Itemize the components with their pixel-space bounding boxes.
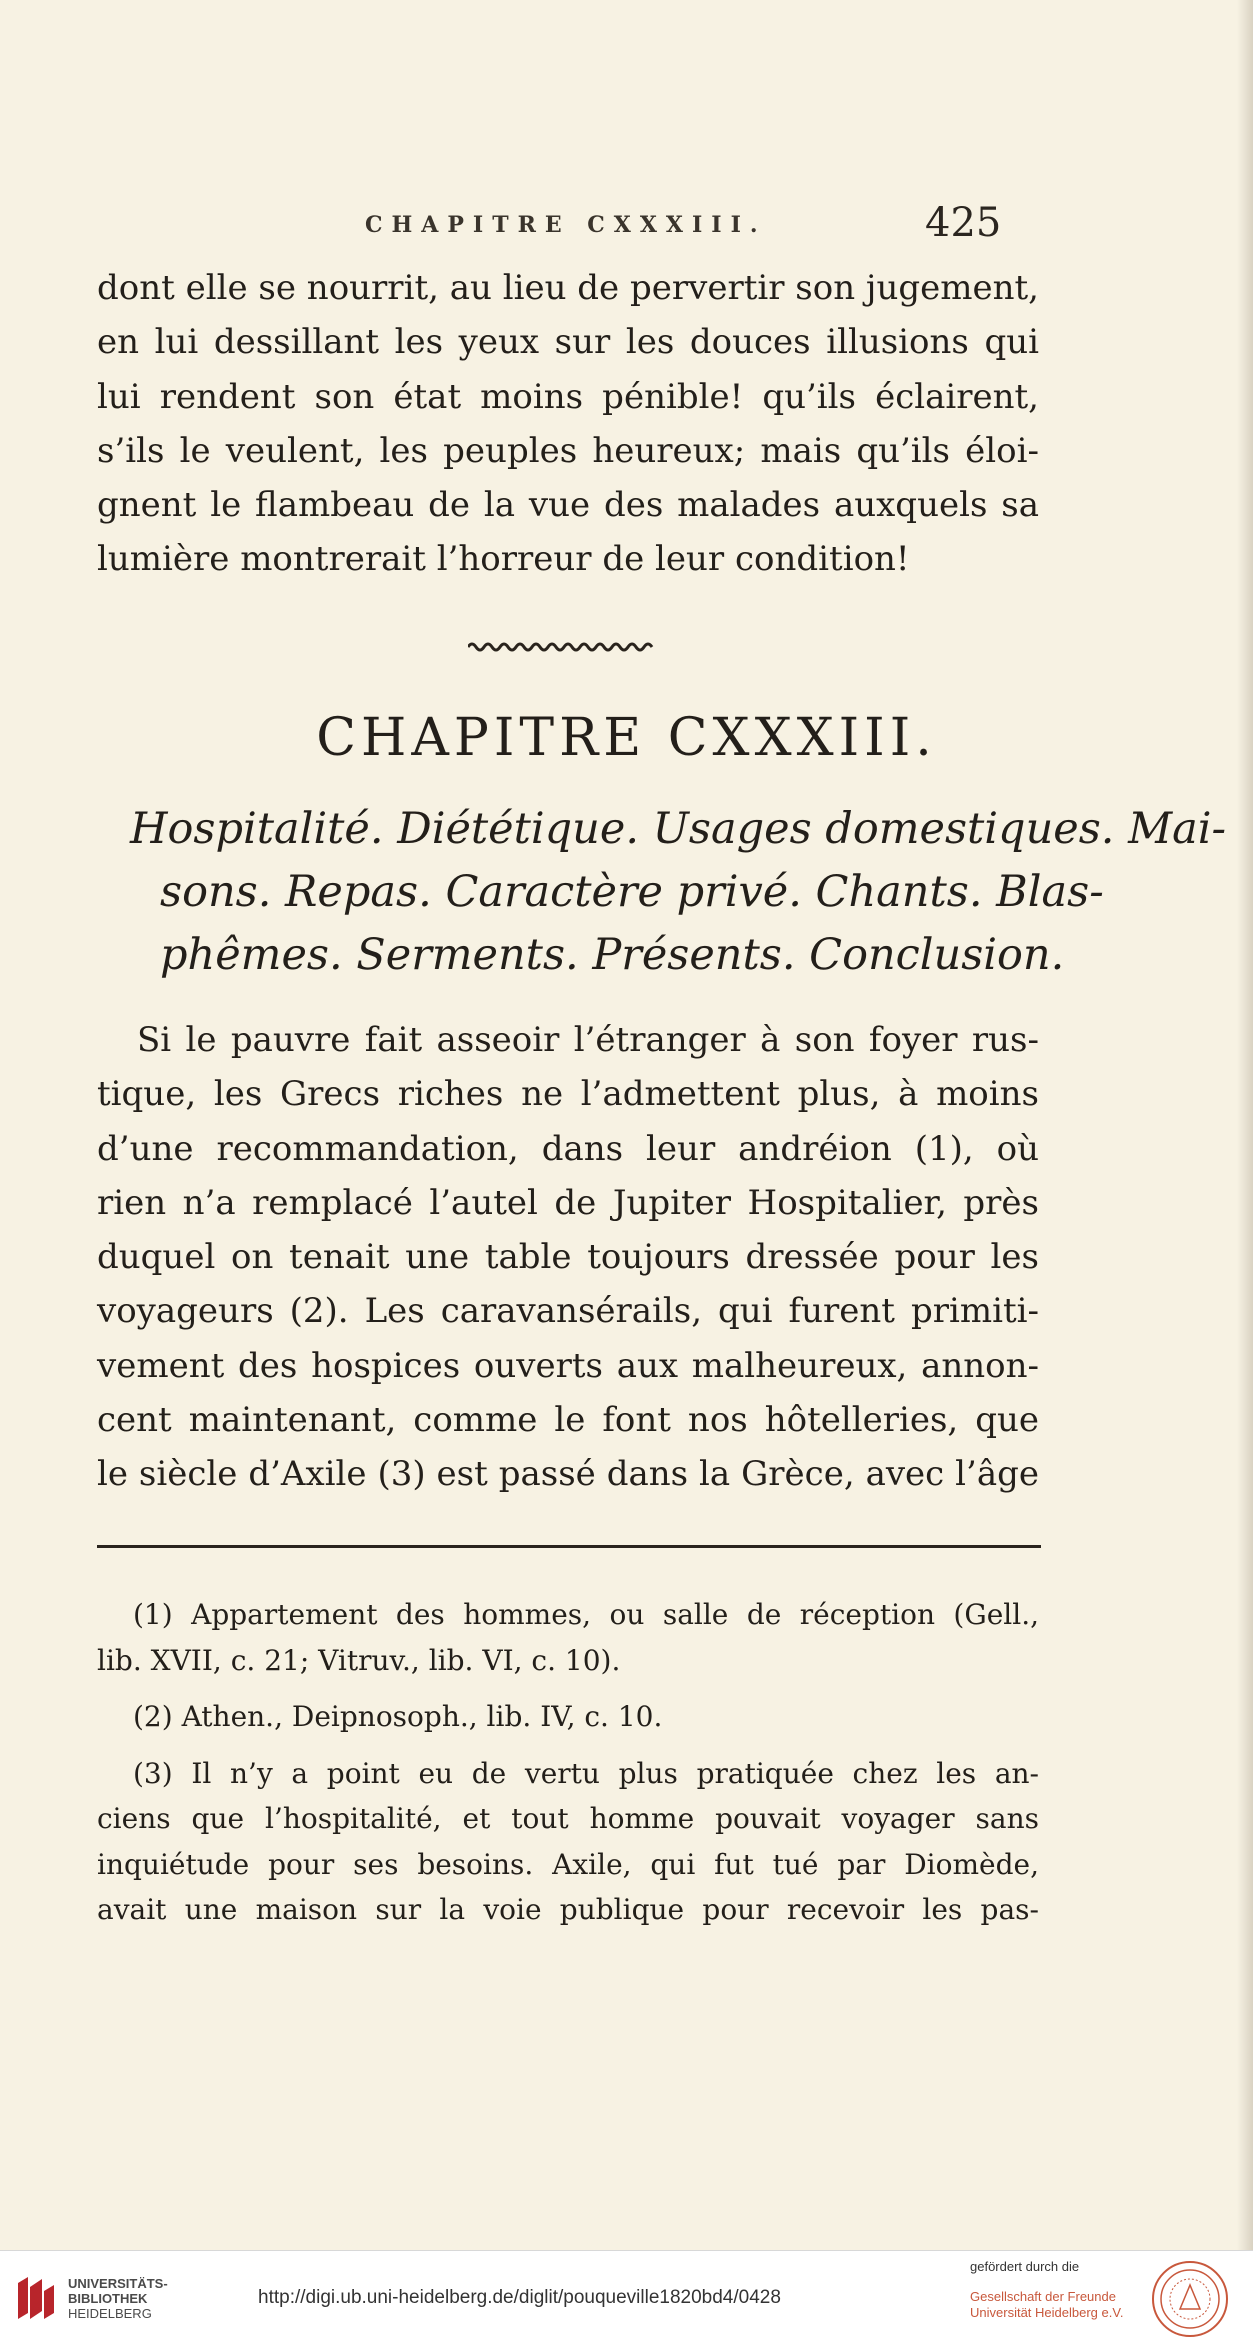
text-line: voyageurs (2). Les caravansérails, qui furent primiti- [97,1291,1039,1332]
chapter-title: CHAPITRE CXXXIII. [316,708,937,768]
library-name-line: BIBLIOTHEK [68,2291,148,2306]
footnote-1 [97,1592,1039,1683]
chapter-summary [130,798,1227,987]
sponsor-label: gefördert durch die [970,2259,1080,2274]
footnotes [97,1592,1039,1944]
running-head [0,200,1253,250]
text-line: le siècle d’Axile (3) est passé dans la Grèce, avec l’âge [97,1454,1039,1495]
library-logo-icon[interactable] [14,2273,58,2323]
sponsor-name-line: Universität Heidelberg e.V. [970,2305,1124,2320]
footnote-line: inquiétude pour ses besoins. Axile, qui fut tué par Diomède, [97,1847,1039,1881]
text-line: gnent le flambeau de la vue des malades auxquels sa [97,485,1039,526]
footnote-line: (2) Athen., Deipnosoph., lib. IV, c. 10. [133,1700,663,1733]
sponsor-name[interactable] [970,2289,1140,2321]
footnote-line: lib. XVII, c. 21; Vitruv., lib. VI, c. 10). [97,1643,621,1677]
section-ornament [468,640,656,654]
library-name-line: UNIVERSITÄTS- [68,2276,168,2291]
footnote-2 [97,1694,1039,1740]
digitization-footer [0,2250,1253,2344]
footnote-line: ciens que l’hospitalité, et tout homme pouvait voyager sans [97,1802,1039,1835]
text-line: d’une recommandation, dans leur andréion (1), où [97,1128,1039,1169]
summary-line: Hospitalité. Diététique. Usages domestiques. Mai- [130,804,1227,854]
text-line: cent maintenant, comme le font nos hôtelleries, que [97,1400,1039,1441]
library-name-line: HEIDELBERG [68,2306,152,2321]
footnote-line: (3) Il n’y a point eu de vertu plus pratiquée chez les an- [133,1756,1039,1790]
permalink-url[interactable]: http://digi.ub.uni-heidelberg.de/diglit/pouqueville1820bd4/0428 [258,2287,781,2308]
text-line: en lui dessillant les yeux sur les douces illusions qui [97,322,1039,363]
text-line: lui rendent son état moins pénible! qu’ils éclairent, [97,376,1039,417]
text-line: Si le pauvre fait asseoir l’étranger à son foyer rus- [137,1020,1039,1060]
footnote-3 [97,1751,1039,1933]
page-number: 425 [925,200,1002,246]
text-line: rien n’a remplacé l’autel de Jupiter Hospitalier, près [97,1182,1039,1223]
previous-chapter-text [97,261,1039,587]
text-line: tique, les Grecs riches ne l’admettent plus, à moins [97,1074,1039,1115]
summary-line: sons. Repas. Caractère privé. Chants. Blas- [160,867,1104,917]
text-line: lumière montrerait l’horreur de leur condition! [97,539,910,580]
footnote-line: avait une maison sur la voie publique pour recevoir les pas- [97,1893,1039,1926]
text-line: dont elle se nourrit, au lieu de pervertir son jugement, [97,268,1039,308]
paragraph [97,261,1039,587]
university-seal-icon [1150,2259,1230,2339]
footnote-rule [97,1545,1041,1548]
text-line: s’ils le veulent, les peuples heureux; mais qu’ils éloi- [97,430,1039,471]
text-line: duquel on tenait une table toujours dressée pour les [97,1237,1039,1278]
footnote-line: (1) Appartement des hommes, ou salle de réception (Gell., [133,1598,1039,1631]
running-title: CHAPITRE CXXXIII. [365,212,767,238]
summary-line: phêmes. Serments. Présents. Conclusion. [160,930,1065,980]
paragraph [97,1013,1039,1502]
chapter-body [97,1013,1039,1502]
library-name [68,2276,188,2321]
sponsor-name-line: Gesellschaft der Freunde [970,2289,1116,2304]
text-line: vement des hospices ouverts aux malheureux, annon- [97,1345,1039,1386]
